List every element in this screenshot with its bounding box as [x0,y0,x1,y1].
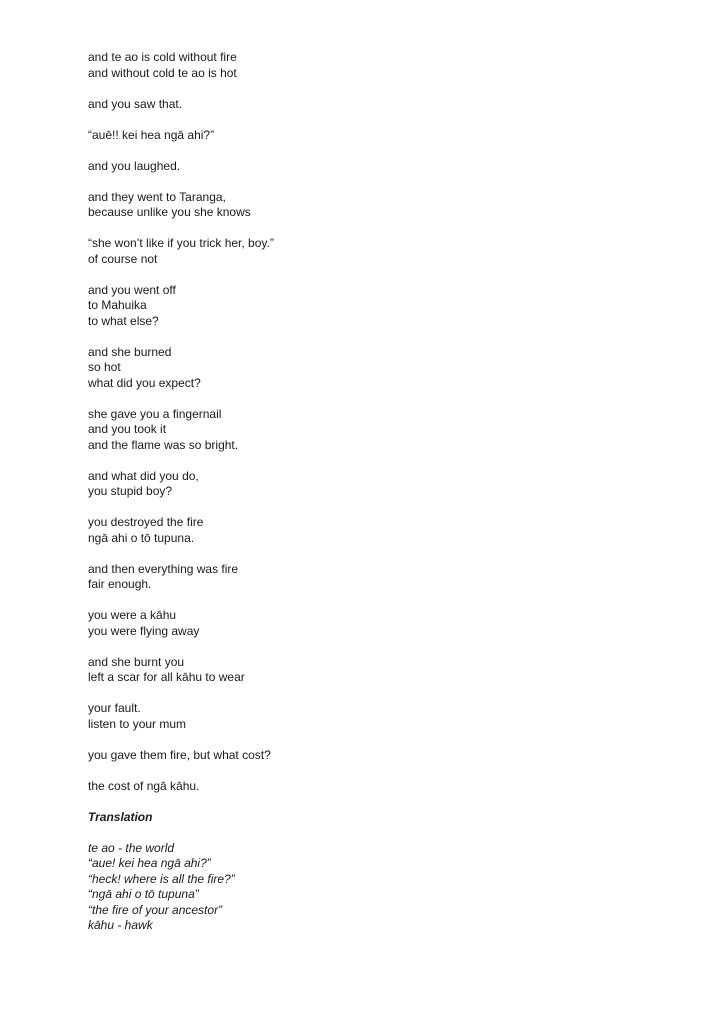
poem-line: “the fire of your ancestor” [88,902,223,917]
poem-line: te ao - the world [88,840,175,855]
poem-line: what did you expect? [88,375,201,390]
poem-line: of course not [88,251,158,266]
poem-line: left a scar for all kāhu to wear [88,670,245,684]
poem-line: you were a kāhu [88,608,177,622]
poem-stanza [88,97,684,113]
poem-stanza [88,128,684,144]
poem-line: and she burnt you [88,654,185,669]
poem-stanza [88,236,684,267]
poem-stanza [88,283,684,330]
poem-line: so hot [88,360,121,374]
poem-line: she gave you a fingernail [88,406,222,421]
poem-stanza [88,50,684,81]
poem-line: you were flying away [88,623,200,638]
poem-stanza [88,608,684,639]
poem-line: and they went to Taranga, [88,189,226,204]
poem-stanza [88,655,684,686]
poem-stanza [88,562,684,593]
poem-line: “aue! kei hea ngā ahi?” [88,856,211,870]
poem-line: your fault. [88,701,141,715]
poem-line: and without cold te ao is hot [88,65,237,80]
translation-heading [88,810,684,826]
poem-stanza [88,159,684,175]
poem-line: fair enough. [88,577,152,591]
poem-line: to what else? [88,313,159,328]
poem-stanza [88,345,684,392]
poem-stanza [88,469,684,500]
poem-stanza [88,407,684,454]
poem-line: ngā ahi o tō tupuna. [88,530,195,545]
poem-line: to Mahuika [88,298,147,312]
poem-line: “ngā ahi o tō tupuna” [88,887,199,901]
poem-line: “auē!! kei hea ngā ahi?” [88,127,215,142]
poem-stanza [88,190,684,221]
poem-line: and she burned [88,344,172,359]
poem-line: kāhu - hawk [88,918,153,932]
poem-line: and te ao is cold without fire [88,50,237,64]
poem-line: “heck! where is all the fire?” [88,871,235,886]
poem-stanza [88,515,684,546]
poem-line: and you saw that. [88,96,183,111]
poem-line: the cost of ngā kāhu. [88,778,200,793]
poem-line: and you went off [88,282,176,297]
poem-line: and you took it [88,422,167,436]
poem-line: “she won’t like if you trick her, boy.” [88,236,274,250]
poem-line: and the flame was so bright. [88,437,239,452]
poem-line: and then everything was fire [88,561,239,576]
poem [88,50,684,934]
poem-line: listen to your mum [88,716,187,731]
poem-stanza [88,748,684,764]
translation-glossary [88,841,684,934]
poem-line: and what did you do, [88,468,199,483]
poem-stanza [88,701,684,732]
poem-line: and you laughed. [88,158,181,173]
poem-line: because unlike you she knows [88,205,251,219]
poem-line: you destroyed the fire [88,515,204,529]
poem-line: you gave them fire, but what cost? [88,747,271,762]
poem-line: you stupid boy? [88,484,173,498]
translation-heading-text: Translation [88,809,153,824]
poem-stanza [88,779,684,795]
